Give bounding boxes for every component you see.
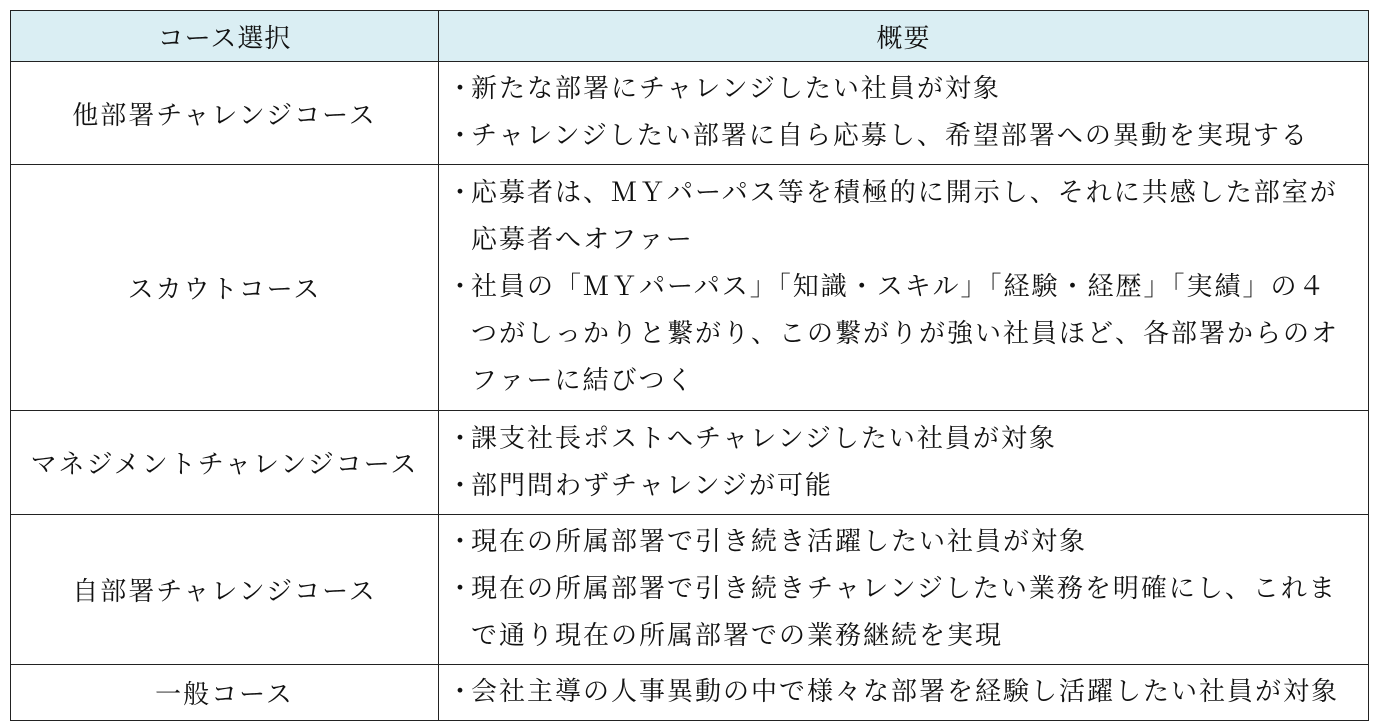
course-name: 他部署チャレンジコース (11, 62, 439, 165)
bullet-marker: ・ (447, 272, 474, 302)
bullet-text: 部門問わずチャレンジが可能 (471, 470, 833, 501)
summary-bullet (447, 170, 1348, 264)
table-header-row (11, 11, 1369, 62)
course-name: 一般コース (11, 665, 439, 721)
bullet-text: 現在の所属部署で引き続きチャレンジしたい業務を明確にし、これまで通り現在の所属部署での業務継続を実現 (471, 574, 1337, 651)
course-name: スカウトコース (11, 165, 439, 411)
table-row (11, 515, 1369, 665)
course-column-header: コース選択 (11, 11, 439, 62)
course-name: マネジメントチャレンジコース (11, 411, 439, 515)
bullet-marker: ・ (447, 121, 474, 151)
course-summary (439, 62, 1369, 165)
bullet-text: チャレンジしたい部署に自ら応募し、希望部署への異動を実現する (471, 121, 1309, 151)
course-table (10, 10, 1369, 721)
bullet-text: 応募者は、ＭＹパーパス等を積極的に開示し、それに共感した部室が応募者へオファー (471, 178, 1338, 255)
bullet-marker: ・ (447, 178, 474, 208)
bullet-text: 社員の「ＭＹパーパス」「知識・スキル」「経験・経歴」「実績」の４つがしっかりと繋がり、この繋がりが強い社員ほど、各部署からのオファーに結びつく (471, 272, 1340, 396)
table-row (11, 411, 1369, 515)
summary-bullet (447, 566, 1348, 660)
summary-bullet (447, 66, 1348, 113)
course-name: 自部署チャレンジコース (11, 515, 439, 665)
bullet-text: 現在の所属部署で引き続き活躍したい社員が対象 (471, 527, 1088, 557)
summary-column-header: 概要 (439, 11, 1369, 62)
summary-bullet (447, 113, 1348, 160)
summary-bullet (447, 264, 1348, 405)
summary-bullet (447, 519, 1348, 566)
table-row (11, 62, 1369, 165)
summary-bullet (447, 463, 1348, 510)
bullet-marker: ・ (447, 574, 474, 604)
table-row (11, 665, 1369, 721)
course-summary (439, 411, 1369, 515)
bullet-marker: ・ (447, 74, 474, 104)
bullet-text: 会社主導の人事異動の中で様々な部署を経験し活躍したい社員が対象 (471, 677, 1340, 707)
table-row (11, 165, 1369, 411)
summary-bullet (447, 669, 1348, 716)
course-summary (439, 665, 1369, 721)
bullet-text: 課支社長ポストへチャレンジしたい社員が対象 (471, 423, 1057, 454)
bullet-marker: ・ (447, 423, 474, 454)
bullet-marker: ・ (447, 470, 474, 501)
course-summary (439, 165, 1369, 411)
course-summary (439, 515, 1369, 665)
bullet-text: 新たな部署にチャレンジしたい社員が対象 (471, 74, 1001, 104)
bullet-marker: ・ (447, 677, 474, 707)
bullet-marker: ・ (447, 527, 474, 557)
summary-bullet (447, 416, 1348, 463)
